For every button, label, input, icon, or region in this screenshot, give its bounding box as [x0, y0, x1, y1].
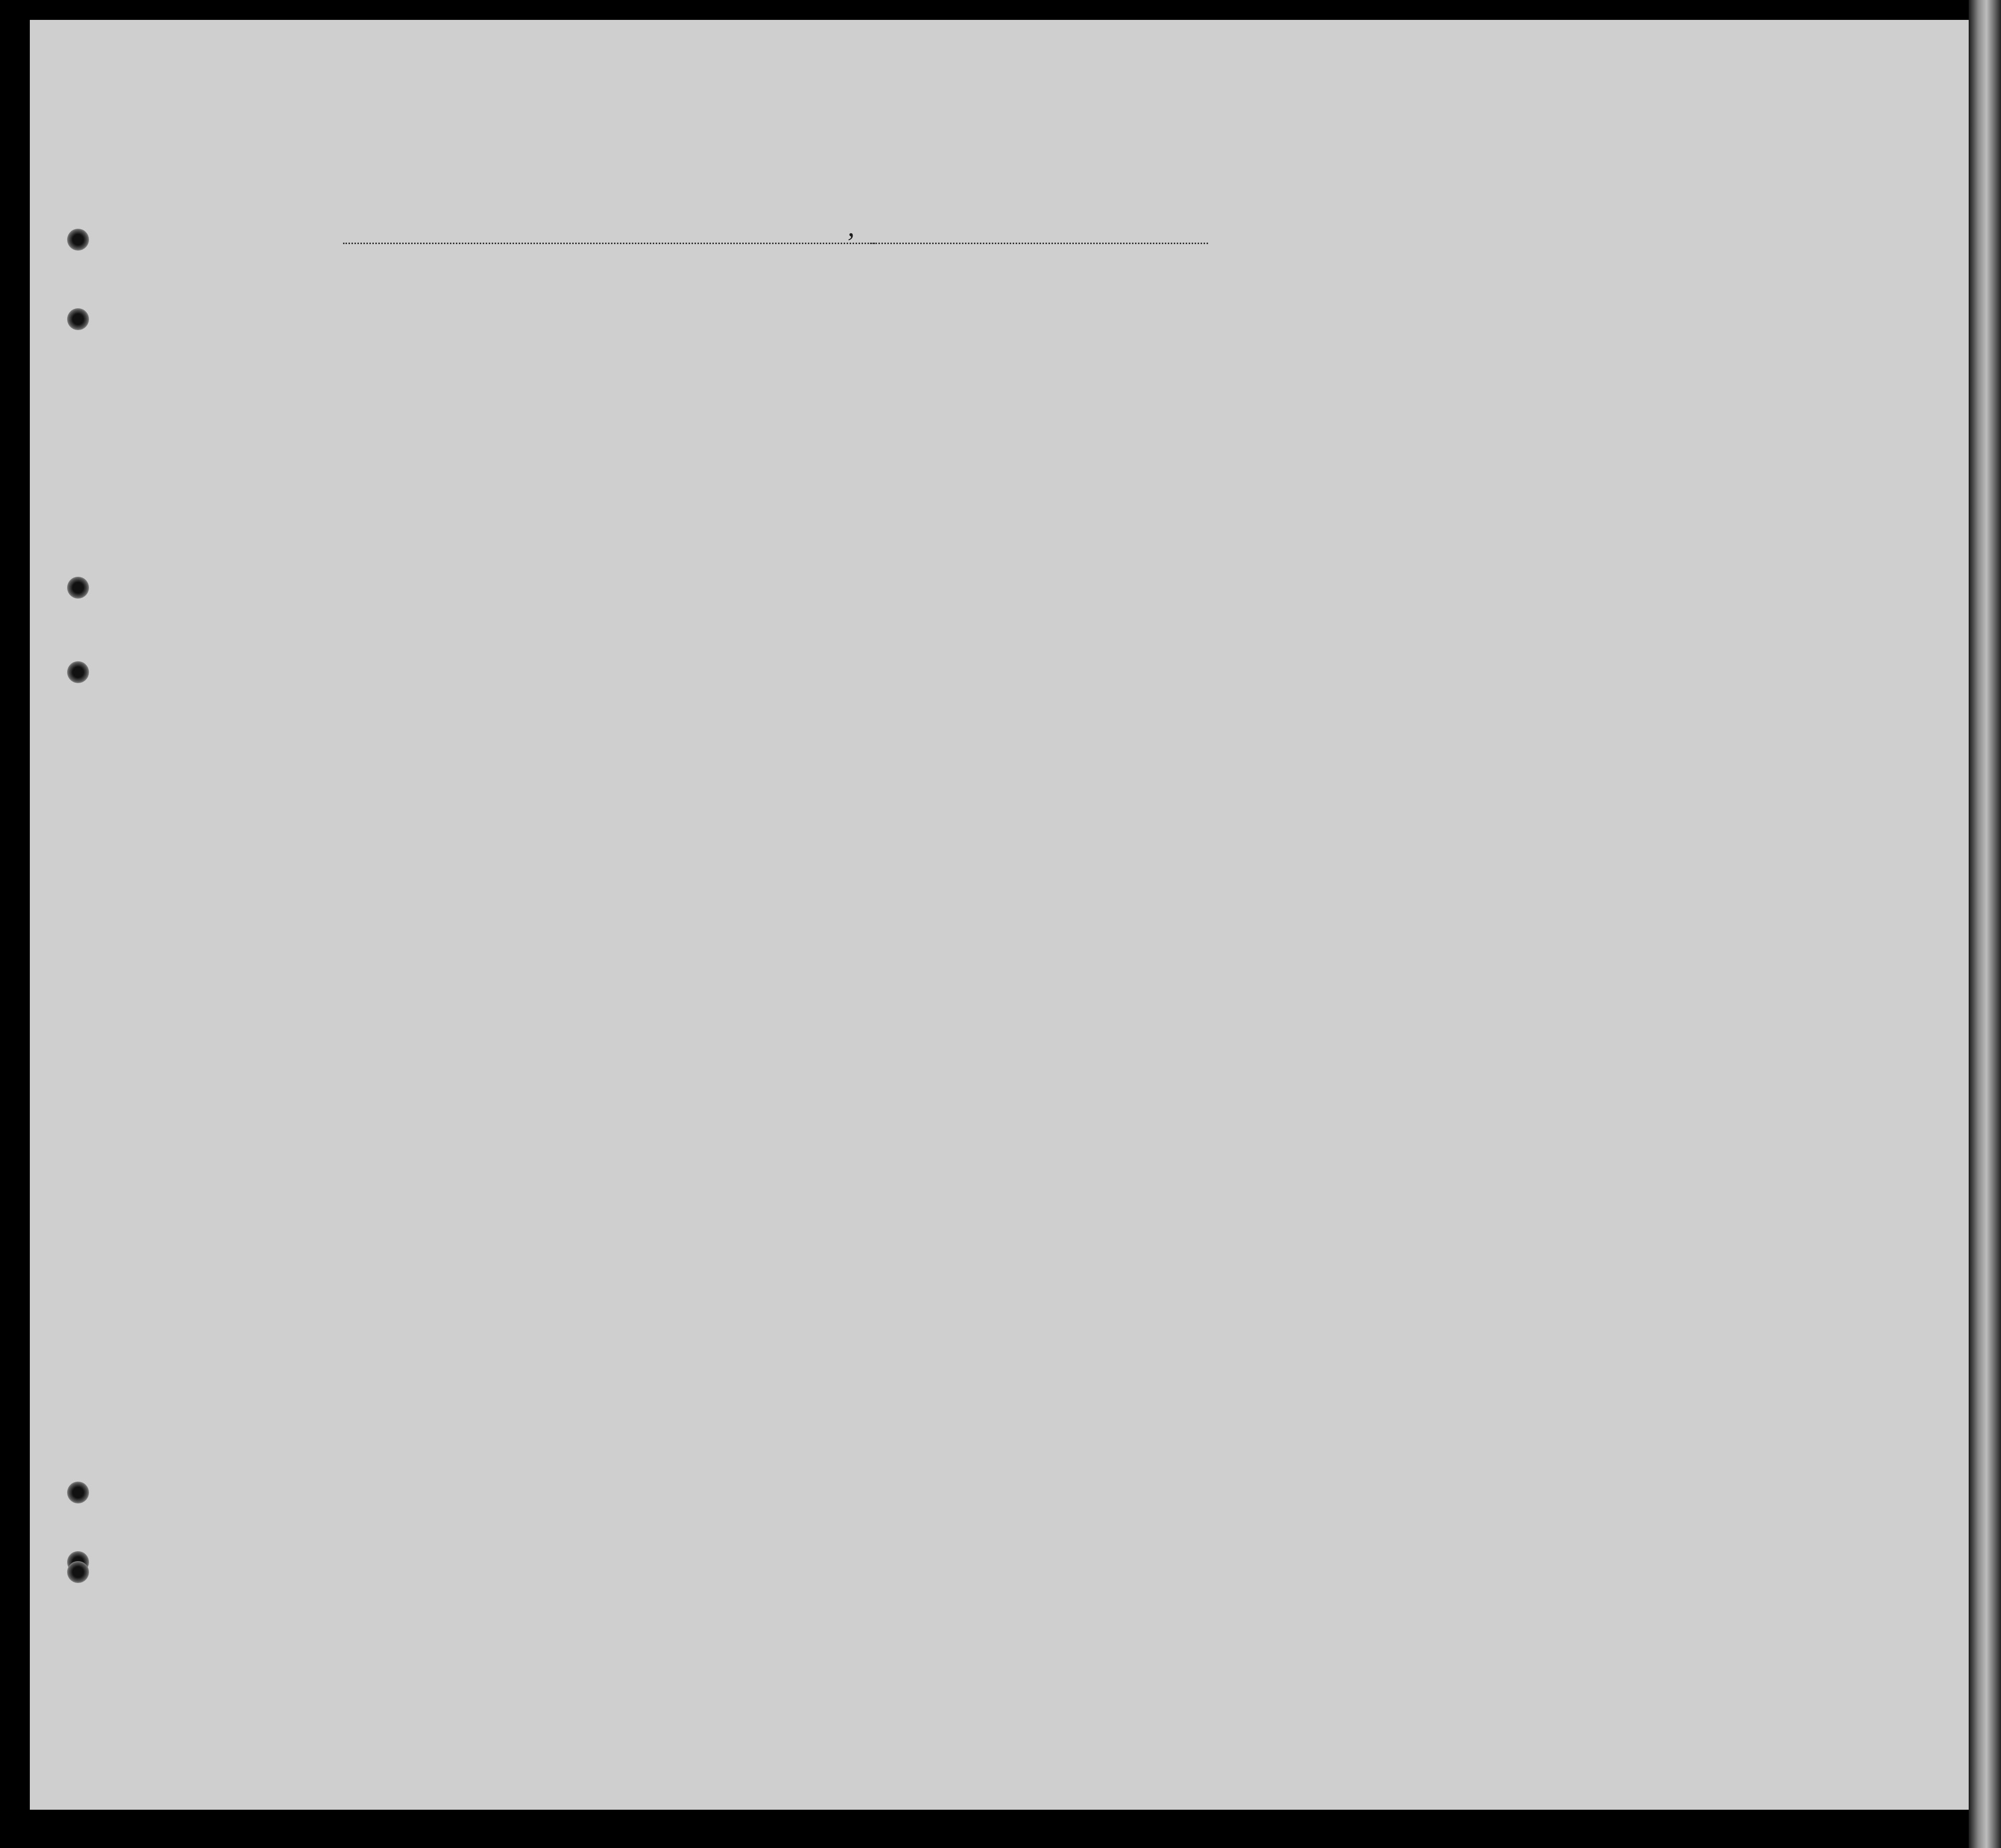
comma: , [848, 212, 855, 243]
